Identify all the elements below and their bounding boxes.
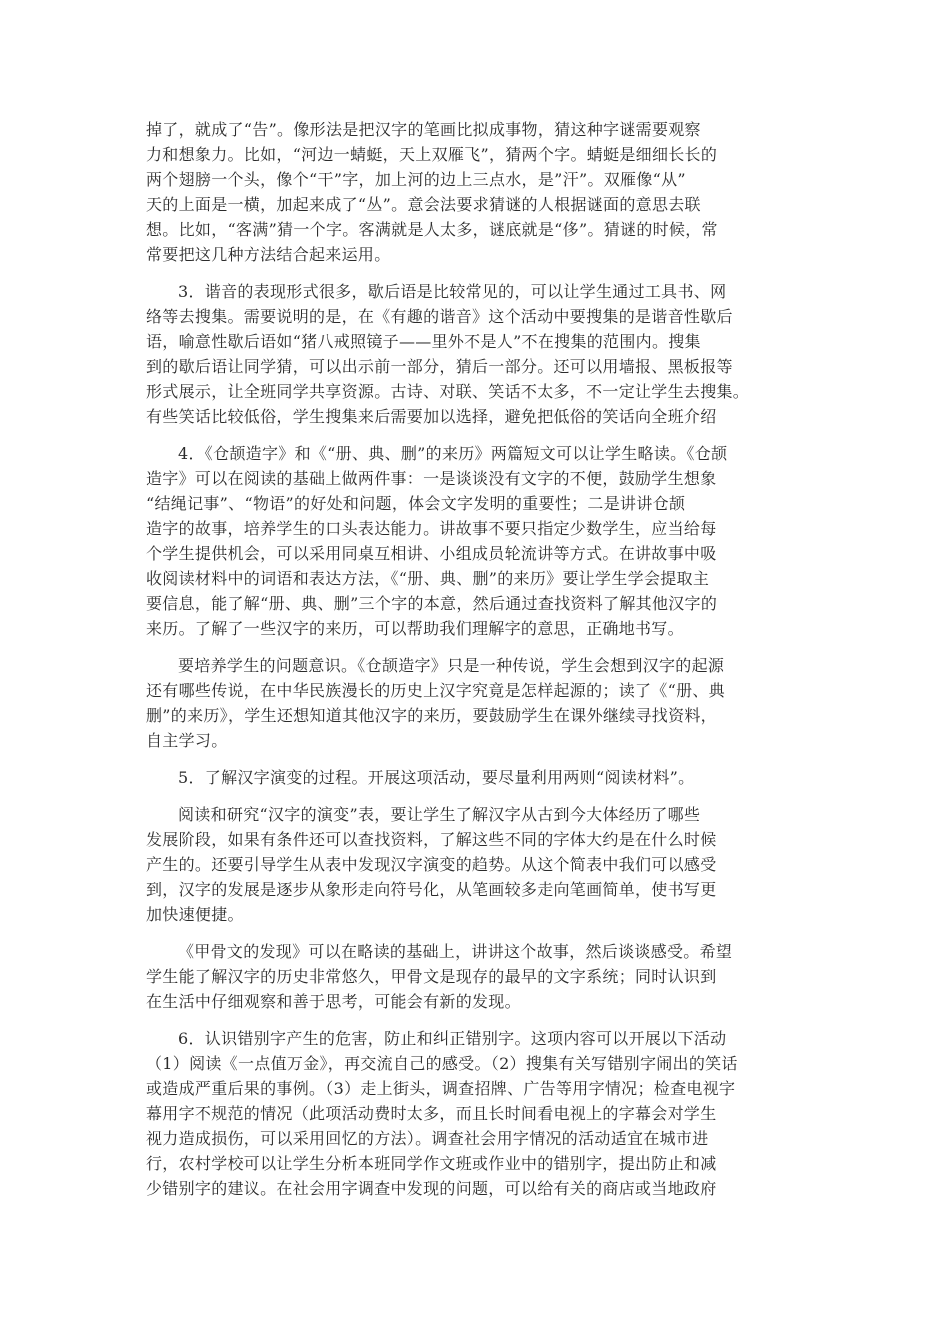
text-line: 络等去搜集。需要说明的是，在《有趣的谐音》这个活动中要搜集的是谐音性歇后	[146, 307, 733, 326]
paragraph	[146, 802, 810, 927]
text-line: 两个翅膀一个头，像个“干”字，加上河的边上三点水，是”汗”。双雁像“从”	[146, 170, 686, 189]
paragraph	[146, 1026, 810, 1201]
text-line: 幕用字不规范的情况（此项活动费时太多，而且长时间看电视上的字幕会对学生	[146, 1104, 717, 1123]
text-line: 5．了解汉字演变的过程。开展这项活动，要尽量利用两则“阅读材料”。	[178, 768, 695, 787]
paragraph	[146, 441, 810, 641]
text-line: 阅读和研究“汉字的演变”表，要让学生了解汉字从古到今大体经历了哪些	[178, 805, 701, 824]
text-line: 天的上面是一横，加起来成了“丛”。意会法要求猜谜的人根据谜面的意思去联	[146, 195, 701, 214]
text-line: 删”的来历》，学生还想知道其他汉字的来历，要鼓励学生在课外继续寻找资料，	[146, 706, 717, 725]
text-line: 视力造成损伤，可以采用回忆的方法）。调查社会用字情况的活动适宜在城市进	[146, 1129, 709, 1148]
text-line: （1）阅读《一点值万金》，再交流自己的感受。（2）搜集有关写错别字闹出的笑话	[146, 1054, 738, 1073]
paragraph	[146, 279, 810, 429]
text-line: 还有哪些传说，在中华民族漫长的历史上汉字究竟是怎样起源的；读了《“册、典	[146, 681, 725, 700]
text-line: 要信息，能了解“册、典、删”三个字的本意，然后通过查找资料了解其他汉字的	[146, 594, 718, 613]
text-line: 发展阶段，如果有条件还可以查找资料，了解这些不同的字体大约是在什么时候	[146, 830, 717, 849]
text-line: 造字》可以在阅读的基础上做两件事：一是谈谈没有文字的不便，鼓励学生想象	[146, 469, 717, 488]
text-line: 造字的故事，培养学生的口头表达能力。讲故事不要只指定少数学生，应当给每	[146, 519, 717, 538]
text-line: 3．谐音的表现形式很多，歇后语是比较常见的，可以让学生通过工具书、网	[178, 282, 727, 301]
text-line: 常要把这几种方法结合起来运用。	[146, 245, 391, 264]
text-line: 或造成严重后果的事例。（3）走上街头，调查招牌、广告等用字情况；检查电视字	[146, 1079, 736, 1098]
text-line: 力和想象力。比如，“河边一蜻蜓，天上双雁飞”，猜两个字。蜻蜓是细细长长的	[146, 145, 718, 164]
text-line: 想。比如，“客满”猜一个字。客满就是人太多，谜底就是“侈”。猜谜的时候，常	[146, 220, 718, 239]
text-line: 个学生提供机会，可以采用同桌互相讲、小组成员轮流讲等方式。在讲故事中吸	[146, 544, 717, 563]
text-line: 形式展示，让全班同学共享资源。古诗、对联、笑话不太多，不一定让学生去搜集。	[146, 382, 750, 401]
text-line: 产生的。还要引导学生从表中发现汉字演变的趋势。从这个简表中我们可以感受	[146, 855, 717, 874]
text-line: 6．认识错别字产生的危害，防止和纠正错别字。这项内容可以开展以下活动	[178, 1029, 727, 1048]
paragraph	[146, 117, 810, 267]
text-line: 加快速便捷。	[146, 905, 244, 924]
document-body	[146, 117, 810, 1213]
text-line: 掉了，就成了“告”。像形法是把汉字的笔画比拟成事物，猜这种字谜需要观察	[146, 120, 701, 139]
paragraph	[146, 939, 810, 1014]
text-line: 到的歇后语让同学猜，可以出示前一部分，猜后一部分。还可以用墙报、黑板报等	[146, 357, 733, 376]
text-line: 《甲骨文的发现》可以在略读的基础上，讲讲这个故事，然后谈谈感受。希望	[178, 942, 733, 961]
text-line: 行，农村学校可以让学生分析本班同学作文班或作业中的错别字，提出防止和减	[146, 1154, 717, 1173]
text-line: 4．《仓颉造字》和《“册、典、删”的来历》两篇短文可以让学生略读。《仓颉	[178, 444, 728, 463]
text-line: 要培养学生的问题意识。《仓颉造字》只是一种传说，学生会想到汉字的起源	[178, 656, 725, 675]
text-line: “结绳记事”、“物语”的好处和问题，体会文字发明的重要性；二是讲讲仓颉	[146, 494, 686, 513]
text-line: 在生活中仔细观察和善于思考，可能会有新的发现。	[146, 992, 521, 1011]
paragraph	[146, 765, 810, 790]
text-line: 学生能了解汉字的历史非常悠久，甲骨文是现存的最早的文字系统；同时认识到	[146, 967, 717, 986]
text-line: 少错别字的建议。在社会用字调查中发现的问题，可以给有关的商店或当地政府	[146, 1179, 717, 1198]
paragraph	[146, 653, 810, 753]
text-line: 来历。了解了一些汉字的来历，可以帮助我们理解字的意思，正确地书写。	[146, 619, 684, 638]
text-line: 到，汉字的发展是逐步从象形走向符号化，从笔画较多走向笔画简单，使书写更	[146, 880, 717, 899]
text-line: 语，喻意性歇后语如“猪八戒照镜子——里外不是人”不在搜集的范围内。搜集	[146, 332, 701, 351]
text-line: 有些笑话比较低俗，学生搜集来后需要加以选择，避免把低俗的笑话向全班介绍	[146, 407, 717, 426]
text-line: 自主学习。	[146, 731, 228, 750]
text-line: 收阅读材料中的词语和表达方法，《“册、典、删”的来历》要让学生学会提取主	[146, 569, 710, 588]
